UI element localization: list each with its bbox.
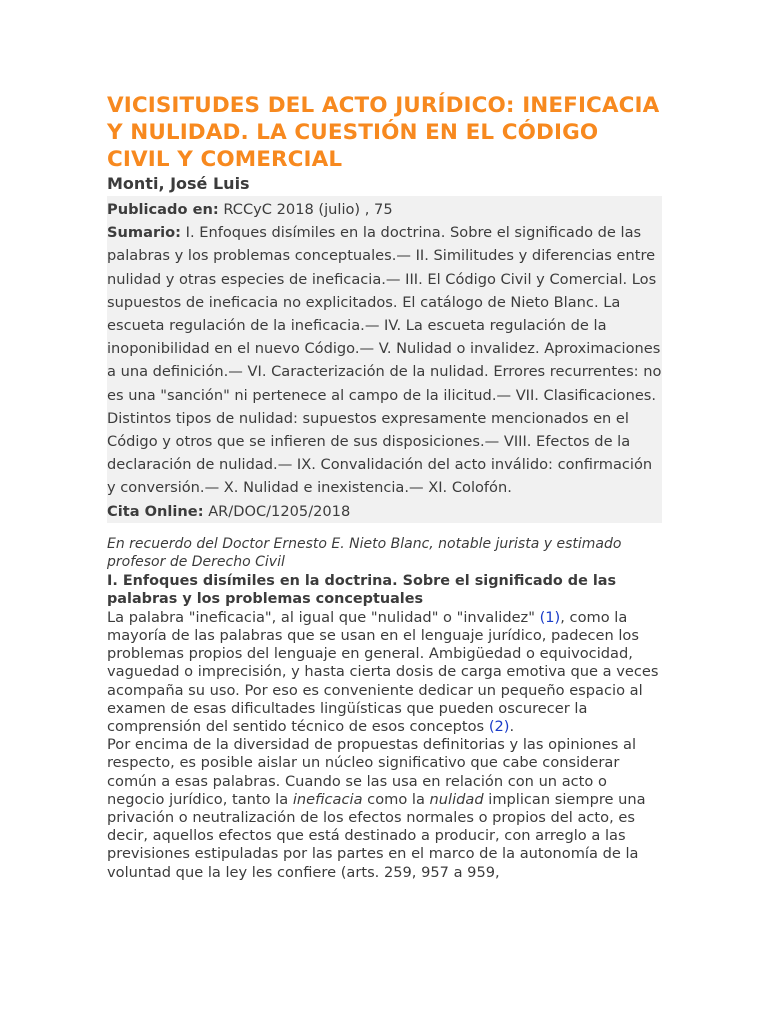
emphasis-text: nulidad [429,790,484,808]
paragraph-1 [107,609,662,736]
cita-row [107,500,662,523]
author-name: Monti, José Luis [107,174,250,193]
paragraph-text: como la [362,790,430,808]
paragraph-text: Por encima de la diversidad de propuestas definitorias y las opiniones al respecto, es posible aislar un núcleo significativo que cabe considerar común a esas palabras. Cuando se las usa en relación con un acto o negocio jurídico, tanto la [107,736,637,808]
document-title: VICISITUDES DEL ACTO JURÍDICO: INEFICACIA Y NULIDAD. LA CUESTIÓN EN EL CÓDIGO CIVIL Y COMERCIAL [107,93,660,172]
cita-value: AR/DOC/1205/2018 [208,502,351,520]
paragraph-text: La palabra "ineficacia", al igual que "nulidad" o "invalidez" [107,608,540,626]
section-heading: I. Enfoques disímiles en la doctrina. Sobre el significado de las palabras y los problemas conceptuales [107,572,617,608]
cita-label: Cita Online: [107,502,204,520]
document-page [107,92,662,882]
summary-row [107,221,662,499]
paragraph-text: implican siempre una privación o neutralización de los efectos normales o propios del acto, es decir, aquellos efectos que está destinado a producir, con arreglo a las previsiones estipuladas por las partes en el marco de la autonomía de la voluntad que la ley les confiere (arts. 259, 957 a 959, [107,790,646,881]
summary-value: I. Enfoques disímiles en la doctrina. Sobre el significado de las palabras y los problemas conceptuales.— II. Similitudes y diferencias entre nulidad y otras especies de ineficacia.— III. El Código Civil y Comercial. Los supuestos de ineficacia no explicitados. El catálogo de Nieto Blanc. La escueta regulación de la ineficacia.— IV. La escueta regulación de la inoponibilidad en el nuevo Código.— V. Nulidad o invalidez. Aproximaciones a una definición.— VI. Caracterización de la nulidad. Errores recurrentes: no es una "sanción" ni pertenece al campo de la ilicitud.— VII. Clasificaciones. Distintos tipos de nulidad: supuestos expresamente mencionados en el Código y otros que se infieren de sus disposiciones.— VIII. Efectos de la declaración de nulidad.— IX. Convalidación del acto inválido: confirmación y conversión.— X. Nulidad e inexistencia.— XI. Colofón. [107,224,662,497]
metadata-box [107,196,662,523]
published-label: Publicado en: [107,201,219,218]
dedication: En recuerdo del Doctor Ernesto E. Nieto Blanc, notable jurista y estimado profesor de Derecho Civil [107,535,622,571]
paragraph-text: . [509,718,515,736]
summary-label: Sumario: [107,224,182,242]
published-row [107,198,662,221]
emphasis-text: ineficacia [292,790,363,808]
published-value: RCCyC 2018 (julio) , 75 [223,201,393,218]
footnote-link-2[interactable]: (2) [488,718,510,736]
paragraph-text: , como la mayoría de las palabras que se usan en el lenguaje jurídico, padecen los problemas propios del lenguaje en general. Ambigüedad o equivocidad, vaguedad o imprecisión, y hasta cierta dosis de carga emotiva que a veces acompaña su uso. Por eso es conveniente dedicar un pequeño espacio al examen de esas dificultades lingüísticas que pueden oscurecer la comprensión del sentido técnico de esos conceptos [107,608,659,736]
footnote-link-1[interactable]: (1) [539,608,561,626]
paragraph-2 [107,736,662,882]
